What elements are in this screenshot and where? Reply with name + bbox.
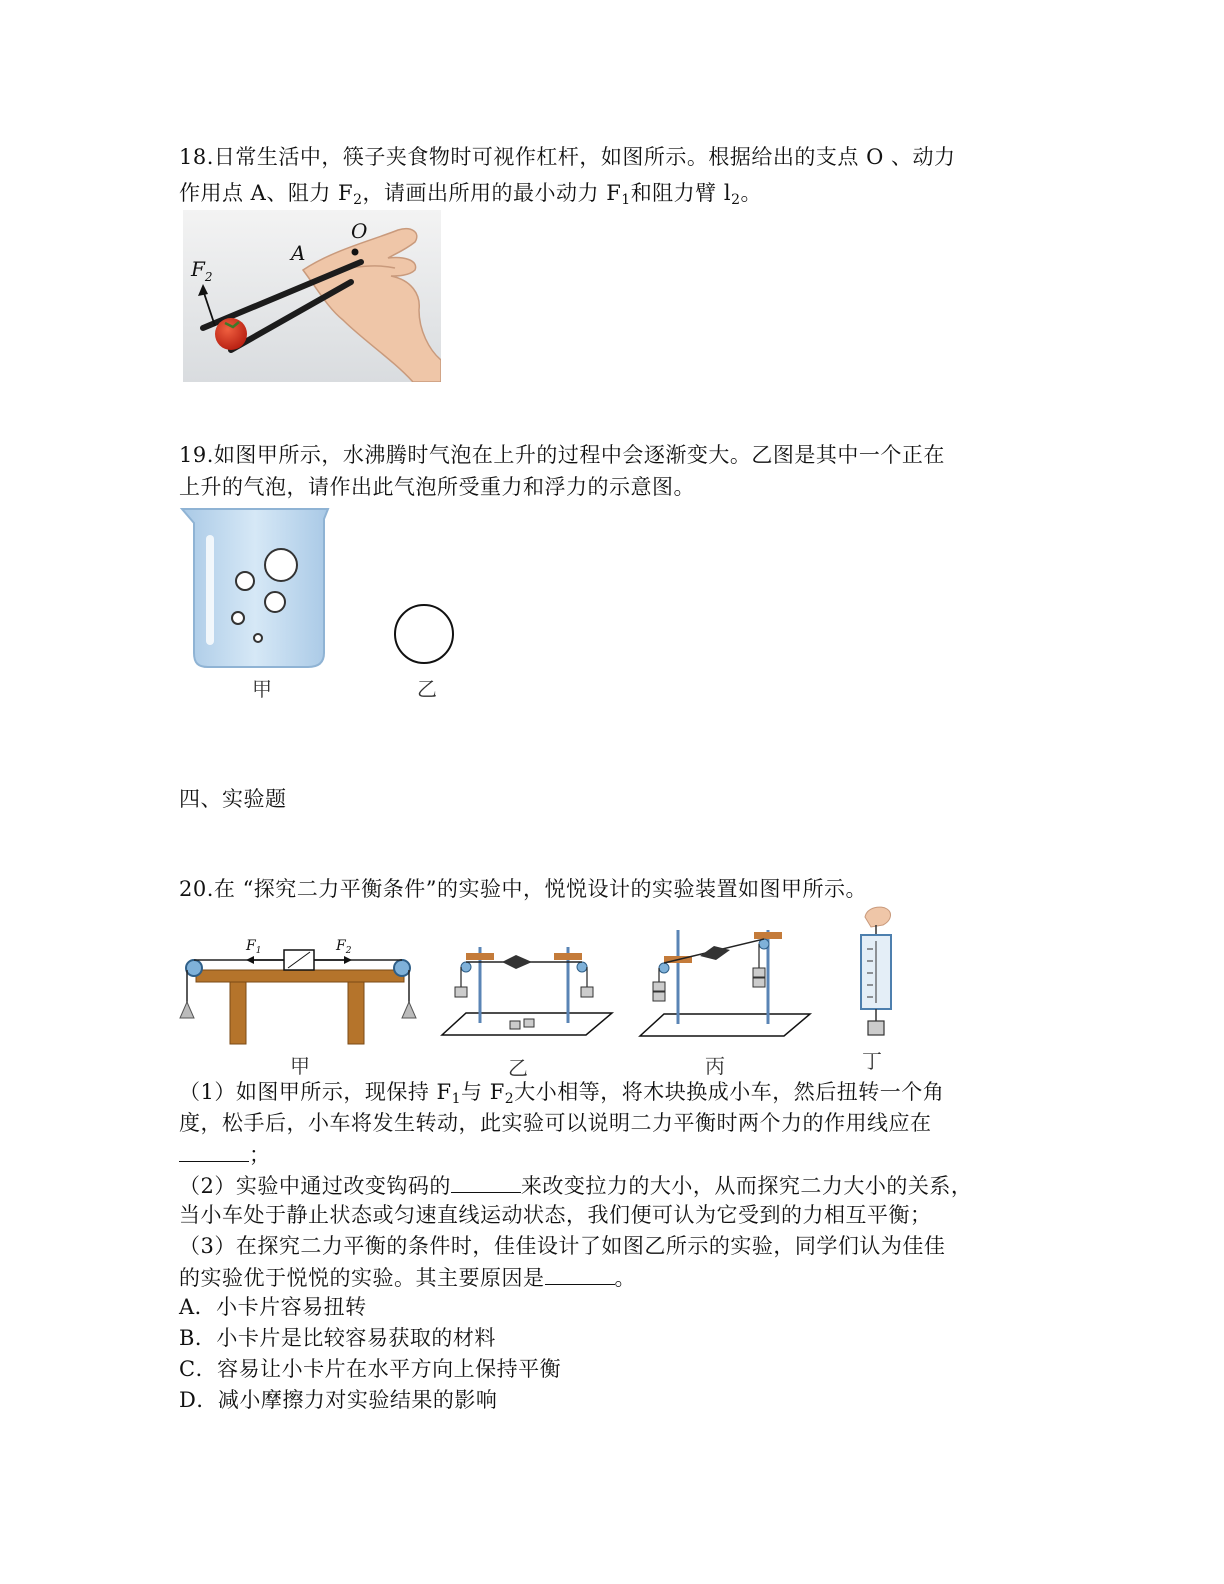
spare-weight <box>524 1019 534 1027</box>
q20-p1-c: 大小相等，将木块换成小车，然后扭转一个角 <box>514 1080 945 1104</box>
answer-blank-3[interactable] <box>545 1262 615 1285</box>
q18-sub-l2: 2 <box>731 192 741 208</box>
q18-line1: 18.日常生活中，筷子夹食物时可视作杠杆，如图所示。根据给出的支点 O 、动力 <box>179 145 956 169</box>
label-f1: $F_1$ <box>246 938 262 956</box>
bubble-yi <box>395 605 453 663</box>
q20-p2-b: 来改变拉力的大小，从而探究二力大小的关系， <box>520 1174 973 1198</box>
bubble <box>265 549 297 581</box>
q20-p1-end: ； <box>249 1143 271 1167</box>
option-d[interactable]: D．减小摩擦力对实验结果的影响 <box>179 1388 498 1412</box>
hanging-weight <box>868 1021 884 1035</box>
caption-ding-20: 丁 <box>862 1049 882 1073</box>
table-top <box>196 970 404 982</box>
q18-line2-c: 和阻力臂 l <box>630 181 732 205</box>
q20-intro: 20.在 “探究二力平衡条件”的实验中，悦悦设计的实验装置如图甲所示。 <box>179 877 868 901</box>
q20-p1-line1 <box>179 1077 944 1107</box>
section-title: 四、实验题 <box>179 787 287 811</box>
tomato <box>215 318 247 350</box>
q20-p1-line3 <box>179 1139 271 1170</box>
weight-left <box>180 1002 194 1018</box>
q18-line2-a: 作用点 A、阻力 F <box>179 181 354 205</box>
bubble <box>232 612 244 624</box>
q20-p1-sub2: 2 <box>504 1091 515 1107</box>
beaker-figure <box>178 505 338 673</box>
hand-holding-scale <box>865 907 890 927</box>
pulley-left <box>186 960 202 976</box>
q18-line2-d: 。 <box>740 181 763 205</box>
answer-blank-2[interactable] <box>451 1170 521 1193</box>
q20-p2-line1 <box>179 1170 972 1201</box>
pulley-right <box>577 962 587 972</box>
q18-sub-f1: 1 <box>621 192 631 208</box>
table-leg-left <box>230 982 246 1044</box>
weight-left <box>653 992 665 1001</box>
table-leg-right <box>348 982 364 1044</box>
bubble <box>236 572 254 590</box>
answer-blank-1[interactable] <box>179 1139 249 1162</box>
apparatus-jia <box>178 930 423 1050</box>
pivot-dot-o <box>352 249 359 256</box>
arrowhead-f2 <box>344 956 352 964</box>
q20-p3-b: 。 <box>614 1266 636 1290</box>
caption-yi-19: 乙 <box>417 677 437 701</box>
q20-p3-line2 <box>179 1262 636 1293</box>
caption-jia-19: 甲 <box>252 677 272 701</box>
q20-p2-a: （2）实验中通过改变钩码的 <box>179 1174 451 1198</box>
pulley-left <box>461 962 471 972</box>
q20-p3-line1: （3）在探究二力平衡的条件时，佳佳设计了如图乙所示的实验，同学们认为佳佳 <box>179 1234 946 1258</box>
q18-line2 <box>179 178 762 208</box>
label-o: O <box>351 219 368 243</box>
arrowhead-f1 <box>246 956 254 964</box>
weight-right <box>753 978 765 987</box>
q20-p1-line2: 度，松手后，小车将发生转动，此实验可以说明二力平衡时两个力的作用线应在 <box>179 1111 932 1135</box>
weight-right <box>402 1002 416 1018</box>
q20-p1-b: 与 F <box>461 1080 505 1104</box>
weight-left <box>653 982 665 991</box>
q20-p2-line2: 当小车处于静止状态或匀速直线运动状态，我们便可认为它受到的力相互平衡； <box>179 1203 932 1227</box>
q20-p3-a: 的实验优于悦悦的实验。其主要原因是 <box>179 1266 545 1290</box>
apparatus-yi <box>440 935 618 1050</box>
option-a[interactable]: A．小卡片容易扭转 <box>179 1295 367 1319</box>
label-f2: $F_2$ <box>191 257 213 284</box>
beaker-glare <box>206 535 214 645</box>
pulley-right <box>394 960 410 976</box>
label-a: A <box>291 241 306 265</box>
weight-left <box>455 987 467 997</box>
weight-right <box>581 987 593 997</box>
caption-yi-20: 乙 <box>508 1056 528 1080</box>
option-b[interactable]: B．小卡片是比较容易获取的材料 <box>179 1326 496 1350</box>
caption-bing-20: 丙 <box>705 1054 725 1078</box>
option-c[interactable]: C．容易让小卡片在水平方向上保持平衡 <box>179 1357 562 1381</box>
label-f2: $F_2$ <box>336 938 352 956</box>
q18-sub-f2: 2 <box>353 192 363 208</box>
q18-line2-b: ，请画出所用的最小动力 F <box>362 181 622 205</box>
clamp-left <box>466 953 494 960</box>
clamp-right <box>554 953 582 960</box>
weight-right <box>753 968 765 977</box>
q19-line2: 上升的气泡，请作出此气泡所受重力和浮力的示意图。 <box>179 475 695 499</box>
q19-line1: 19.如图甲所示，水沸腾时气泡在上升的过程中会逐渐变大。乙图是其中一个正在 <box>179 443 945 467</box>
bubble <box>265 592 285 612</box>
bubble <box>254 634 262 642</box>
caption-jia-20: 甲 <box>290 1054 310 1078</box>
clamp-right <box>754 932 782 939</box>
spring-scale-figure <box>853 905 899 1045</box>
spare-weight <box>510 1021 520 1029</box>
chopsticks-figure <box>183 210 441 382</box>
single-bubble-figure <box>390 600 460 670</box>
apparatus-bing <box>638 920 813 1050</box>
beaker-body <box>182 509 328 667</box>
base-board <box>640 1014 810 1036</box>
q20-p1-sub1: 1 <box>451 1091 462 1107</box>
pulley-left <box>659 963 669 973</box>
q20-p1-a: （1）如图甲所示，现保持 F <box>179 1080 452 1104</box>
card <box>502 955 532 969</box>
